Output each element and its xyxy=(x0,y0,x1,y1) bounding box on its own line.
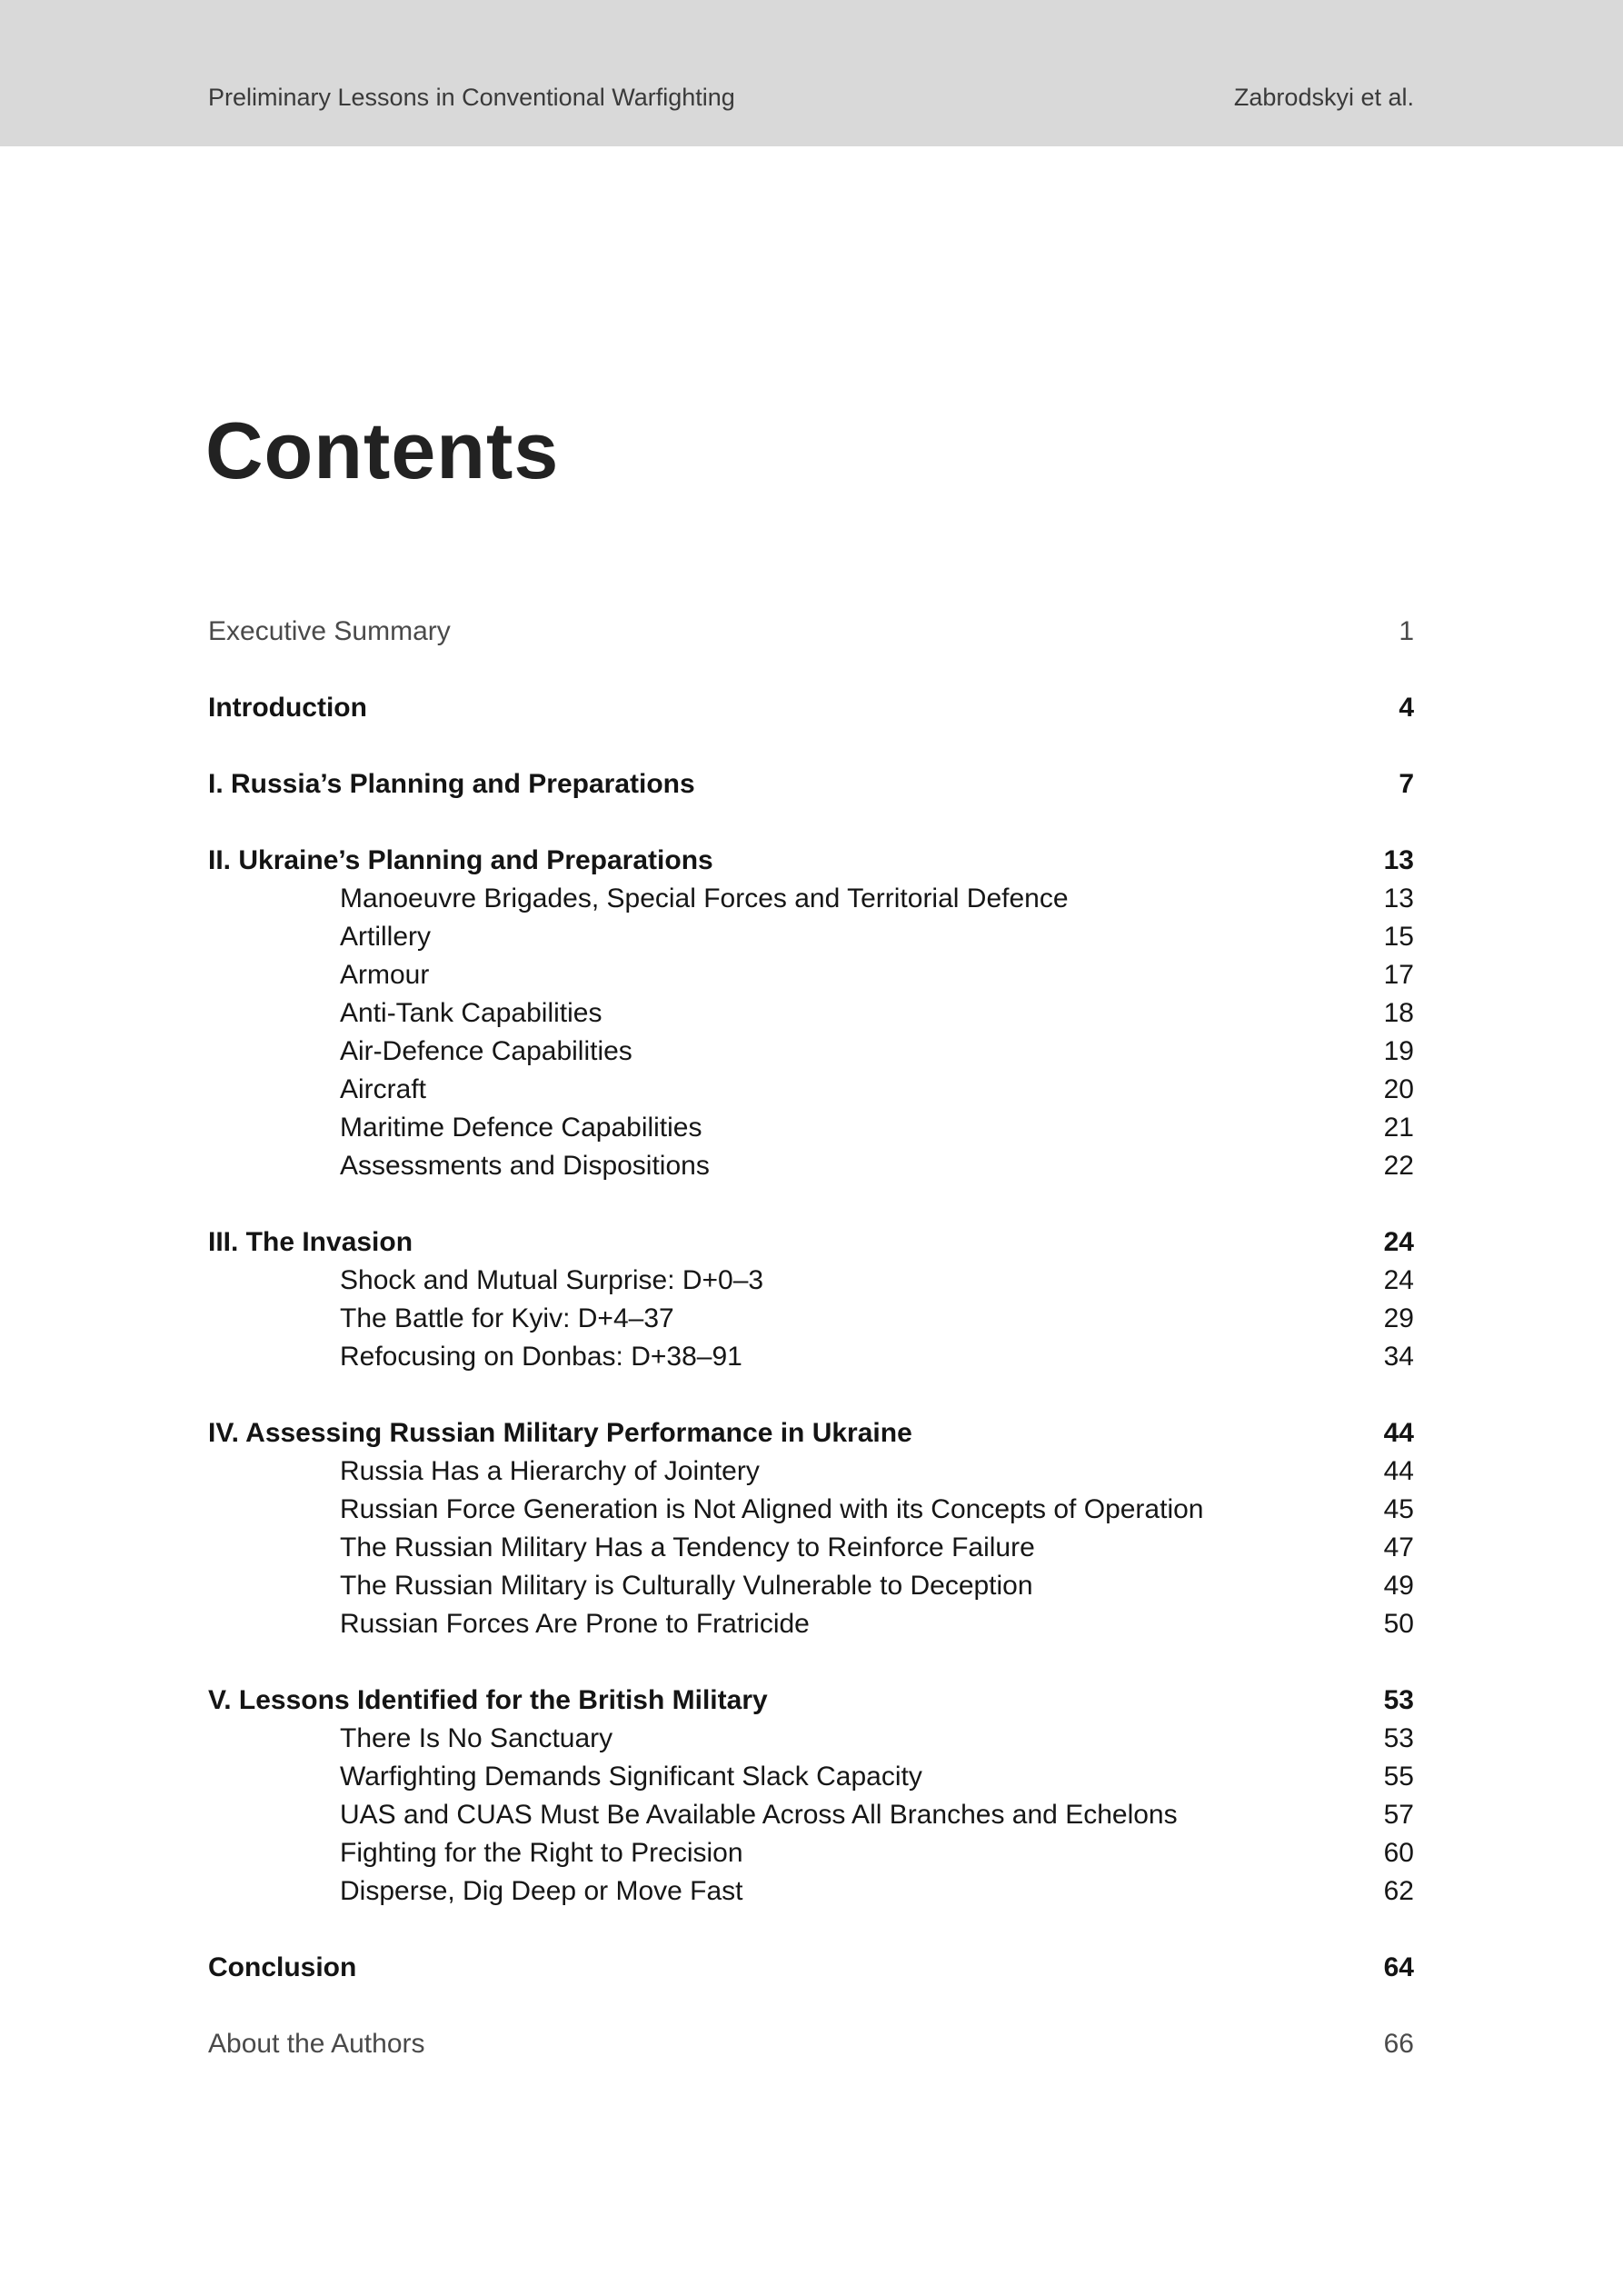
toc-subentry[interactable] xyxy=(208,880,1414,918)
toc-entry[interactable] xyxy=(208,1949,1414,1987)
toc-page-number: 53 xyxy=(1383,1685,1414,1715)
toc-page-number: 19 xyxy=(1383,1036,1414,1066)
toc-page-number: 24 xyxy=(1383,1265,1414,1295)
toc-entry-label: The Russian Military is Culturally Vulnerable to Deception xyxy=(340,1571,1033,1601)
running-header-authors: Zabrodskyi et al. xyxy=(1233,84,1414,111)
toc-page-number: 62 xyxy=(1383,1876,1414,1906)
toc-subentry[interactable] xyxy=(208,1872,1414,1911)
toc-entry-label: Russian Forces Are Prone to Fratricide xyxy=(340,1609,810,1639)
toc-entry-label: Disperse, Dig Deep or Move Fast xyxy=(340,1876,743,1906)
toc-page-number: 20 xyxy=(1383,1074,1414,1104)
toc-entry-label: V. Lessons Identified for the British Military xyxy=(208,1685,768,1715)
toc-entry-label: II. Ukraine’s Planning and Preparations xyxy=(208,845,713,875)
toc-page-number: 24 xyxy=(1383,1227,1414,1257)
toc-page-number: 44 xyxy=(1383,1456,1414,1486)
toc-subentry[interactable] xyxy=(208,1491,1414,1529)
toc-entry[interactable] xyxy=(208,2025,1414,2063)
toc-entry-label: Warfighting Demands Significant Slack Capacity xyxy=(340,1762,922,1792)
toc-entry-label: About the Authors xyxy=(208,2029,425,2059)
toc-entry-label: Armour xyxy=(340,960,430,990)
toc-page-number: 50 xyxy=(1383,1609,1414,1639)
toc-page-number: 66 xyxy=(1383,2029,1414,2059)
toc-subentry[interactable] xyxy=(208,956,1414,994)
toc-subentry[interactable] xyxy=(208,1338,1414,1376)
toc-subentry[interactable] xyxy=(208,1033,1414,1071)
running-header-title: Preliminary Lessons in Conventional Warfighting xyxy=(208,84,735,111)
toc-subentry[interactable] xyxy=(208,994,1414,1033)
toc-entry-label: Artillery xyxy=(340,922,432,952)
toc-entry-label: Assessments and Dispositions xyxy=(340,1151,710,1181)
toc-page-number: 21 xyxy=(1383,1113,1414,1143)
toc-subentry[interactable] xyxy=(208,1262,1414,1300)
toc-subentry[interactable] xyxy=(208,1071,1414,1109)
toc-entry[interactable] xyxy=(208,1414,1414,1452)
toc-entry-label: Executive Summary xyxy=(208,616,451,646)
toc-entry-label: Conclusion xyxy=(208,1952,357,1982)
toc-entry-label: Anti-Tank Capabilities xyxy=(340,998,602,1028)
toc-entry-label: Refocusing on Donbas: D+38–91 xyxy=(340,1342,742,1372)
toc-page-number: 55 xyxy=(1383,1762,1414,1792)
toc-subentry[interactable] xyxy=(208,1300,1414,1338)
toc-subentry[interactable] xyxy=(208,1567,1414,1605)
running-header xyxy=(0,0,1623,146)
toc-subentry[interactable] xyxy=(208,1758,1414,1796)
toc-entry[interactable] xyxy=(208,1682,1414,1720)
toc-page-number: 47 xyxy=(1383,1532,1414,1562)
toc-entry[interactable] xyxy=(208,842,1414,880)
toc-subentry[interactable] xyxy=(208,1109,1414,1147)
toc-page-number: 15 xyxy=(1383,922,1414,952)
toc-entry-label: Russian Force Generation is Not Aligned with its Concepts of Operation xyxy=(340,1494,1204,1524)
toc-subentry[interactable] xyxy=(208,1796,1414,1834)
toc-page-number: 29 xyxy=(1383,1303,1414,1333)
toc-page-number: 53 xyxy=(1383,1723,1414,1753)
toc-entry-label: There Is No Sanctuary xyxy=(340,1723,613,1753)
table-of-contents xyxy=(208,613,1414,2063)
toc-entry-label: Manoeuvre Brigades, Special Forces and Territorial Defence xyxy=(340,883,1069,913)
toc-entry-label: The Battle for Kyiv: D+4–37 xyxy=(340,1303,674,1333)
toc-page-number: 7 xyxy=(1399,769,1414,799)
toc-page-number: 4 xyxy=(1399,693,1414,723)
toc-entry[interactable] xyxy=(208,613,1414,651)
toc-page-number: 22 xyxy=(1383,1151,1414,1181)
toc-entry-label: Maritime Defence Capabilities xyxy=(340,1113,702,1143)
toc-page-number: 17 xyxy=(1383,960,1414,990)
toc-page-number: 1 xyxy=(1399,616,1414,646)
toc-entry-label: Fighting for the Right to Precision xyxy=(340,1838,743,1868)
toc-page-number: 64 xyxy=(1383,1952,1414,1982)
toc-page-number: 44 xyxy=(1383,1418,1414,1448)
toc-subentry[interactable] xyxy=(208,1452,1414,1491)
toc-page-number: 57 xyxy=(1383,1800,1414,1830)
toc-entry-label: III. The Invasion xyxy=(208,1227,413,1257)
toc-entry-label: I. Russia’s Planning and Preparations xyxy=(208,769,695,799)
toc-entry-label: Air-Defence Capabilities xyxy=(340,1036,632,1066)
toc-entry-label: Russia Has a Hierarchy of Jointery xyxy=(340,1456,760,1486)
toc-entry-label: The Russian Military Has a Tendency to Reinforce Failure xyxy=(340,1532,1035,1562)
toc-subentry[interactable] xyxy=(208,1605,1414,1643)
toc-subentry[interactable] xyxy=(208,918,1414,956)
toc-entry-label: Aircraft xyxy=(340,1074,427,1104)
toc-entry-label: Introduction xyxy=(208,693,367,723)
toc-entry[interactable] xyxy=(208,1223,1414,1262)
toc-page-number: 13 xyxy=(1383,845,1414,875)
toc-subentry[interactable] xyxy=(208,1834,1414,1872)
toc-page-number: 13 xyxy=(1383,883,1414,913)
toc-entry-label: IV. Assessing Russian Military Performance in Ukraine xyxy=(208,1418,912,1448)
toc-page-number: 34 xyxy=(1383,1342,1414,1372)
toc-page-number: 18 xyxy=(1383,998,1414,1028)
toc-entry-label: Shock and Mutual Surprise: D+0–3 xyxy=(340,1265,764,1295)
toc-subentry[interactable] xyxy=(208,1147,1414,1185)
toc-page-number: 45 xyxy=(1383,1494,1414,1524)
toc-subentry[interactable] xyxy=(208,1529,1414,1567)
toc-page-number: 60 xyxy=(1383,1838,1414,1868)
toc-subentry[interactable] xyxy=(208,1720,1414,1758)
toc-entry[interactable] xyxy=(208,689,1414,727)
toc-entry[interactable] xyxy=(208,765,1414,804)
page-title: Contents xyxy=(205,405,560,495)
toc-entry-label: UAS and CUAS Must Be Available Across All Branches and Echelons xyxy=(340,1800,1178,1830)
toc-page-number: 49 xyxy=(1383,1571,1414,1601)
